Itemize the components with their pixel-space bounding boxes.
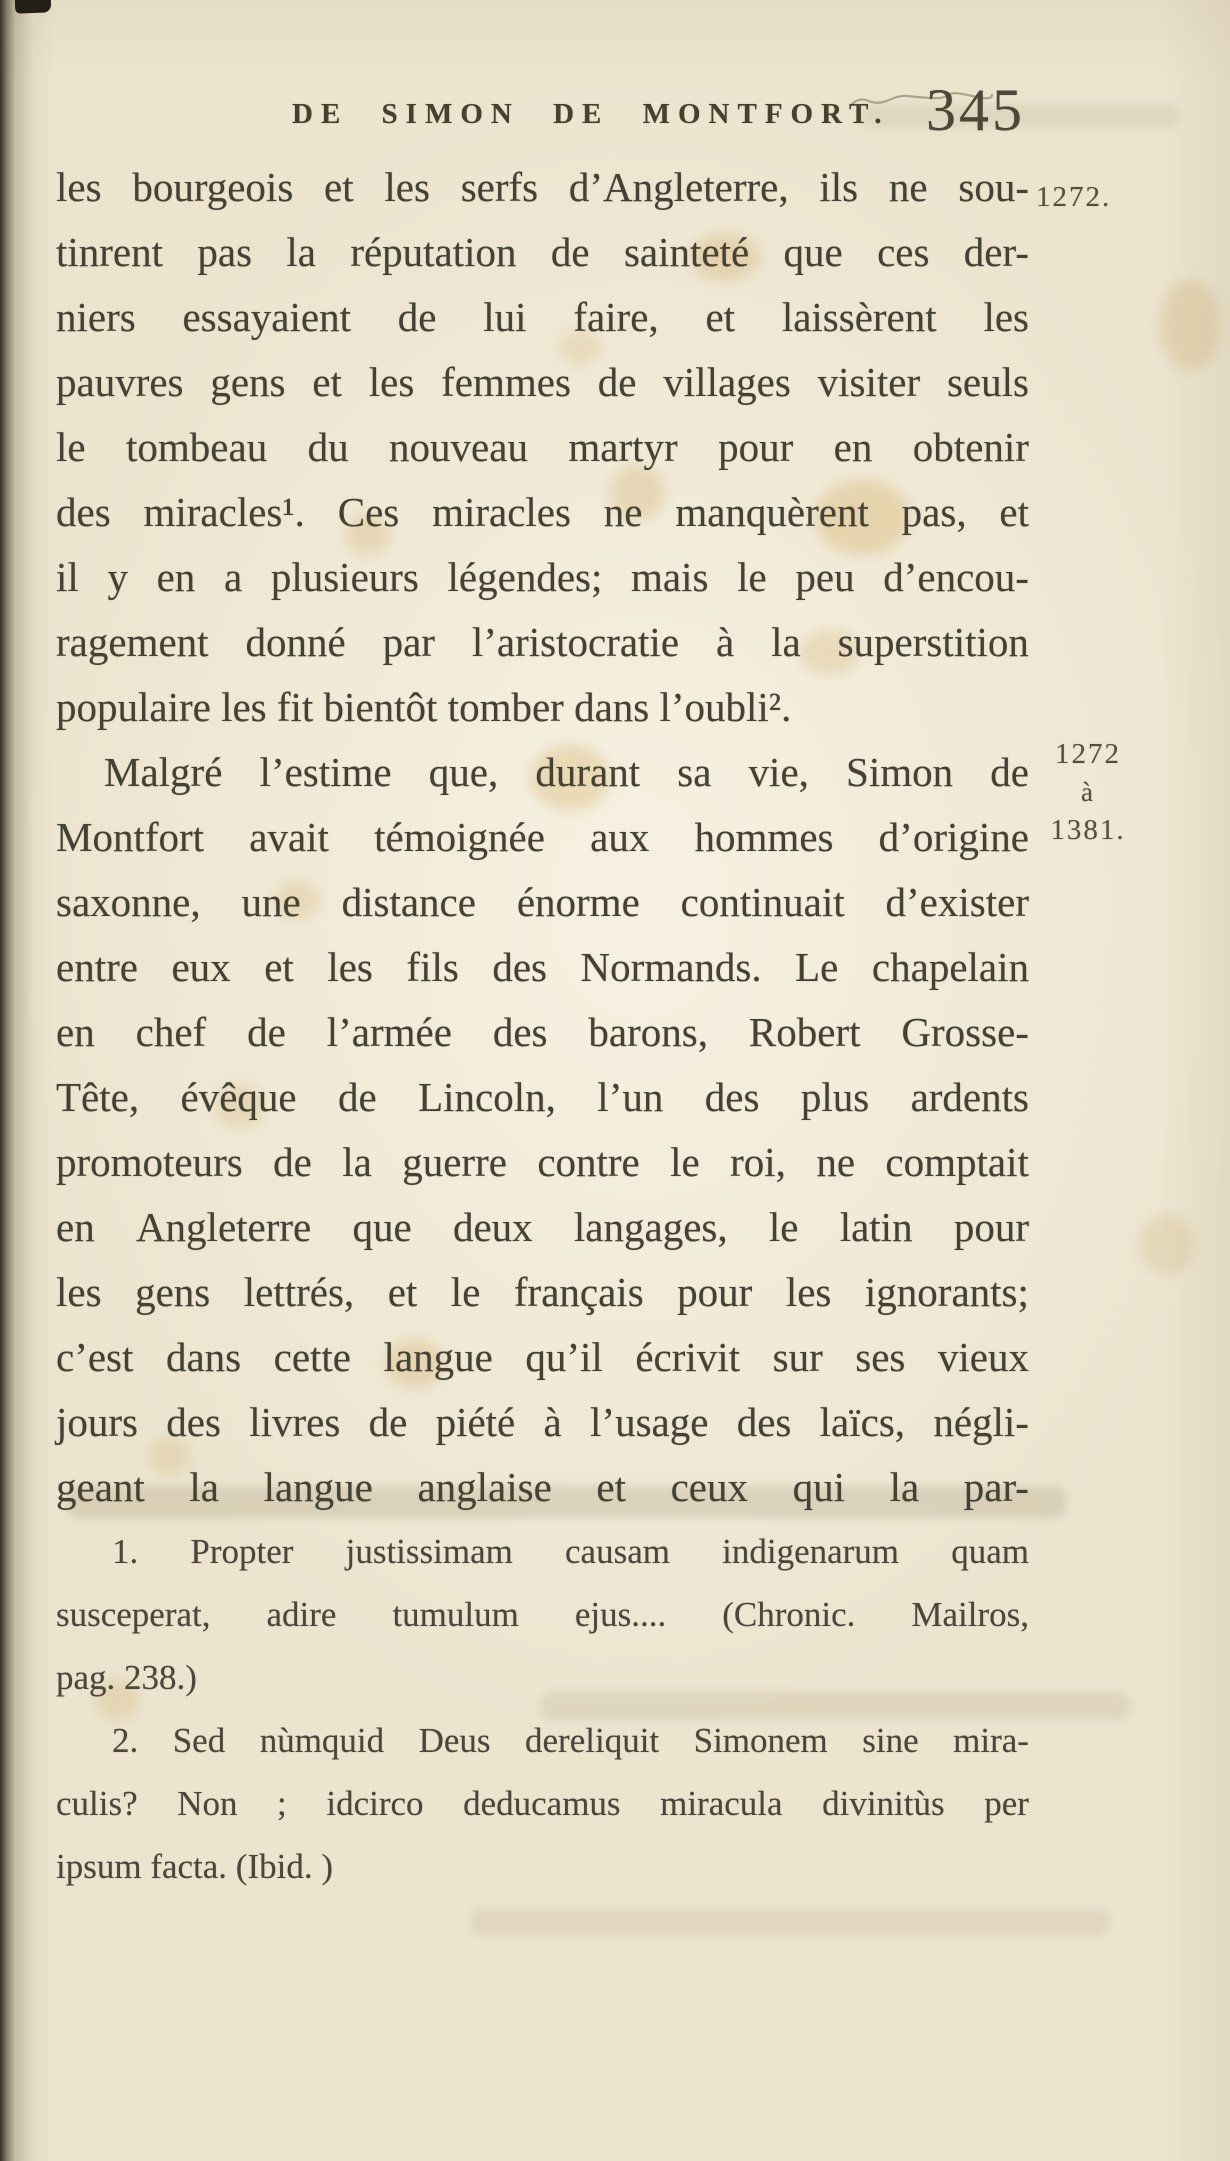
word: le	[56, 424, 86, 470]
running-title: DE SIMON DE MONTFORT.	[292, 98, 890, 130]
word: énorme	[516, 879, 640, 925]
word: plus	[800, 1074, 870, 1120]
word: causam	[565, 1532, 670, 1571]
word: continuait	[680, 879, 845, 925]
word: idcirco	[326, 1784, 424, 1823]
word: gens	[135, 1269, 211, 1315]
word: aux	[590, 814, 650, 860]
margin-note-line: à	[1081, 777, 1095, 807]
text-line	[56, 1709, 1029, 1772]
word: langages,	[573, 1204, 728, 1250]
word: et	[312, 359, 342, 405]
word: Le	[795, 944, 839, 990]
word: l’usage	[590, 1399, 709, 1445]
word: de	[247, 1009, 286, 1055]
word: a	[223, 554, 243, 600]
word: geant	[56, 1464, 145, 1510]
word: susceperat,	[56, 1595, 211, 1634]
word: que,	[428, 749, 499, 795]
word: d’encou-	[883, 554, 1029, 600]
word: ignorants;	[864, 1269, 1029, 1315]
paper-stain	[1160, 280, 1220, 370]
word: pauvres	[56, 359, 184, 405]
word: Montfort	[56, 814, 205, 860]
word: les	[785, 1269, 832, 1315]
word: le	[670, 1139, 700, 1185]
show-through-band	[470, 1908, 1110, 1936]
word: Robert	[748, 1009, 861, 1055]
text-line	[56, 1195, 1029, 1260]
word: le	[737, 554, 767, 600]
word: une	[241, 879, 301, 925]
word: (Chronic.	[722, 1595, 856, 1634]
word: quam	[951, 1532, 1029, 1571]
word: fils	[406, 944, 459, 990]
word: der-	[963, 229, 1029, 275]
word: à	[715, 619, 735, 665]
word: pour	[677, 1269, 753, 1315]
word: latin	[839, 1204, 913, 1250]
word: que	[352, 1204, 412, 1250]
word: ne	[603, 489, 643, 535]
word: les	[983, 294, 1029, 340]
word: entre	[56, 944, 138, 990]
word: pour	[953, 1204, 1029, 1250]
word: ces	[877, 229, 930, 275]
text-line	[56, 1325, 1029, 1390]
word: en	[56, 1009, 95, 1055]
word: ardents	[910, 1074, 1029, 1120]
word: à	[543, 1399, 562, 1445]
word: il	[56, 554, 79, 600]
word: témoignée	[374, 814, 545, 860]
word: Simonem	[693, 1721, 828, 1760]
word: deux	[452, 1204, 533, 1250]
word: Lincoln,	[418, 1074, 556, 1120]
word: la	[189, 1464, 219, 1510]
word: ceux	[670, 1464, 748, 1510]
word: bourgeois	[132, 164, 294, 210]
word: Sed	[172, 1721, 226, 1760]
word: mais	[631, 554, 709, 600]
word: villages	[663, 359, 791, 405]
word: de	[990, 749, 1029, 795]
word: négli-	[933, 1399, 1029, 1445]
word: et	[596, 1464, 626, 1510]
text-line	[56, 545, 1029, 610]
word: des	[492, 944, 548, 990]
word: vieux	[937, 1334, 1029, 1380]
word: roi,	[730, 1139, 786, 1185]
word: la	[889, 1464, 920, 1510]
word: tumulum	[392, 1595, 519, 1634]
word: l’estime	[259, 749, 392, 795]
word: culis?	[56, 1784, 138, 1823]
word: durant	[535, 749, 641, 795]
word: tombeau	[126, 424, 268, 470]
word: miracula	[660, 1784, 783, 1823]
text-line	[56, 350, 1029, 415]
word: pas,	[901, 489, 967, 535]
word: jours	[56, 1399, 138, 1445]
word: Tête,	[56, 1074, 140, 1120]
word: d’exister	[885, 879, 1029, 925]
text-line	[56, 1260, 1029, 1325]
word: des	[736, 1399, 792, 1445]
word: nùmquid	[259, 1721, 385, 1760]
word: qui	[792, 1464, 845, 1510]
word: ils	[819, 164, 859, 210]
word: l’armée	[326, 1009, 452, 1055]
word: 1.	[112, 1532, 139, 1571]
word: qu’il	[525, 1334, 603, 1380]
word: de	[338, 1074, 377, 1120]
word: gens	[210, 359, 286, 405]
word: superstition	[837, 619, 1029, 665]
footnotes	[56, 1520, 1029, 1898]
word: femmes	[441, 359, 571, 405]
word: des	[704, 1074, 760, 1120]
text-line	[56, 610, 1029, 675]
word: indigenarum	[722, 1532, 900, 1571]
word: et	[324, 164, 354, 210]
word: et	[387, 1269, 418, 1315]
word: adire	[266, 1595, 337, 1634]
word: plusieurs	[270, 554, 419, 600]
word: en	[56, 1204, 95, 1250]
word: d’Angleterre,	[568, 164, 789, 210]
word: saxonne,	[56, 879, 201, 925]
word: piété	[435, 1399, 516, 1445]
word: Ces	[337, 489, 400, 535]
word: y	[107, 554, 128, 600]
scan-corner-mark	[15, 0, 52, 14]
text-line	[56, 155, 1029, 220]
word: Normands.	[580, 944, 762, 990]
word: ne	[816, 1139, 856, 1185]
word: Propter	[190, 1532, 294, 1571]
word: sa	[677, 749, 712, 795]
word: l’aristocratie	[471, 619, 680, 665]
text-line	[56, 480, 1029, 545]
word: obtenir	[912, 424, 1029, 470]
word: manquèrent	[675, 489, 869, 535]
word: chapelain	[871, 944, 1029, 990]
text-line	[56, 1000, 1029, 1065]
text-line: populaire les fit bientôt tomber dans l’oubli².	[56, 684, 792, 730]
text-line	[56, 1772, 1029, 1835]
word: deducamus	[463, 1784, 621, 1823]
text-line	[56, 935, 1029, 1000]
text-line	[56, 220, 1029, 285]
word: mira-	[953, 1721, 1029, 1760]
word: contre	[537, 1139, 640, 1185]
word: sine	[862, 1721, 919, 1760]
word: les	[56, 164, 102, 210]
word: lui	[483, 294, 527, 340]
word: que	[783, 229, 843, 275]
word: pour	[718, 424, 794, 470]
word: Deus	[418, 1721, 491, 1760]
word: laissèrent	[781, 294, 937, 340]
word: dans	[165, 1334, 242, 1380]
text-line	[56, 1520, 1029, 1583]
word: donné	[245, 619, 346, 665]
word: la	[286, 229, 316, 275]
word: et	[999, 489, 1029, 535]
word: en	[833, 424, 873, 470]
word: seuls	[946, 359, 1029, 405]
word: Simon	[846, 749, 954, 795]
margin-note-line: 1272	[1055, 738, 1121, 770]
word: le	[450, 1269, 481, 1315]
word: visiter	[817, 359, 921, 405]
word: avait	[249, 814, 329, 860]
word: Grosse-	[901, 1009, 1029, 1055]
word: les	[56, 1269, 102, 1315]
word: eux	[171, 944, 231, 990]
paper-stain	[1140, 1215, 1195, 1275]
word: miracles	[432, 489, 571, 535]
word: les	[368, 359, 415, 405]
word: divinitùs	[822, 1784, 945, 1823]
word: ne	[888, 164, 928, 210]
word: essayaient	[182, 294, 351, 340]
word: Mailros,	[911, 1595, 1029, 1634]
word: niers	[56, 294, 136, 340]
word: du	[307, 424, 349, 470]
word: miracles¹.	[143, 489, 305, 535]
text-line	[56, 1390, 1029, 1455]
word: les	[327, 944, 373, 990]
text-line: ipsum facta. (Ibid. )	[56, 1847, 333, 1886]
word: hommes	[694, 814, 834, 860]
word: serfs	[460, 164, 539, 210]
text-line	[56, 285, 1029, 350]
word: Malgré	[104, 749, 223, 795]
word: des	[56, 489, 111, 535]
word: sou-	[958, 164, 1029, 210]
word: des	[166, 1399, 221, 1445]
word: Non	[177, 1784, 238, 1823]
word: chef	[135, 1009, 207, 1055]
word: justissimam	[345, 1532, 513, 1571]
text-line	[56, 1065, 1029, 1130]
word: 2.	[112, 1721, 139, 1760]
word: des	[492, 1009, 548, 1055]
word: et	[705, 294, 736, 340]
word: par-	[963, 1464, 1029, 1510]
word: de	[368, 1399, 408, 1445]
word: distance	[341, 879, 476, 925]
scan-gutter-shadow	[0, 0, 34, 2161]
page-number: 345	[926, 77, 1025, 143]
word: martyr	[568, 424, 678, 470]
word: faire,	[573, 294, 659, 340]
word: ragement	[56, 619, 209, 665]
word: en	[156, 554, 196, 600]
word: promoteurs	[56, 1139, 243, 1185]
word: dereliquit	[525, 1721, 660, 1760]
word: légendes;	[447, 554, 603, 600]
word: pas	[197, 229, 253, 275]
body-text	[56, 155, 1029, 1520]
word: et	[264, 944, 294, 990]
word: évêque	[180, 1074, 297, 1120]
word: tinrent	[56, 229, 164, 275]
word: per	[984, 1784, 1029, 1823]
word: le	[768, 1204, 799, 1250]
text-line	[56, 1455, 1029, 1520]
word: ses	[855, 1334, 906, 1380]
word: nouveau	[389, 424, 528, 470]
word: langue	[383, 1334, 493, 1380]
word: l’un	[597, 1074, 664, 1120]
text-line: pag. 238.)	[56, 1658, 197, 1697]
word: par	[382, 619, 435, 665]
word: cette	[273, 1334, 352, 1380]
word: comptait	[885, 1139, 1029, 1185]
word: sur	[772, 1334, 823, 1380]
text-line	[56, 1130, 1029, 1195]
word: de	[273, 1139, 312, 1185]
word: lettrés,	[243, 1269, 355, 1315]
word: de	[550, 229, 590, 275]
word: les	[384, 164, 430, 210]
word: la	[771, 619, 801, 665]
margin-note-line: 1381.	[1050, 814, 1126, 846]
word: barons,	[588, 1009, 708, 1055]
word: c’est	[56, 1334, 134, 1380]
text-line	[56, 1583, 1029, 1646]
word: anglaise	[417, 1464, 552, 1510]
word: sainteté	[623, 229, 750, 275]
word: vie,	[748, 749, 809, 795]
word: réputation	[350, 229, 517, 275]
word: ;	[277, 1784, 287, 1823]
text-line	[56, 870, 1029, 935]
word: français	[513, 1269, 644, 1315]
margin-note-year: 1272.	[1036, 181, 1112, 213]
word: livres	[249, 1399, 341, 1445]
text-line	[56, 740, 1029, 805]
word: guerre	[402, 1139, 507, 1185]
word: écrivit	[635, 1334, 741, 1380]
margin-note-year-range	[1030, 735, 1146, 849]
word: langue	[263, 1464, 373, 1510]
word: de	[397, 294, 437, 340]
word: de	[597, 359, 637, 405]
word: la	[342, 1139, 372, 1185]
word: Angleterre	[135, 1204, 312, 1250]
word: d’origine	[878, 814, 1029, 860]
text-line	[56, 415, 1029, 480]
word: ejus....	[574, 1595, 667, 1634]
text-line	[56, 805, 1029, 870]
word: laïcs,	[819, 1399, 906, 1445]
word: peu	[795, 554, 855, 600]
